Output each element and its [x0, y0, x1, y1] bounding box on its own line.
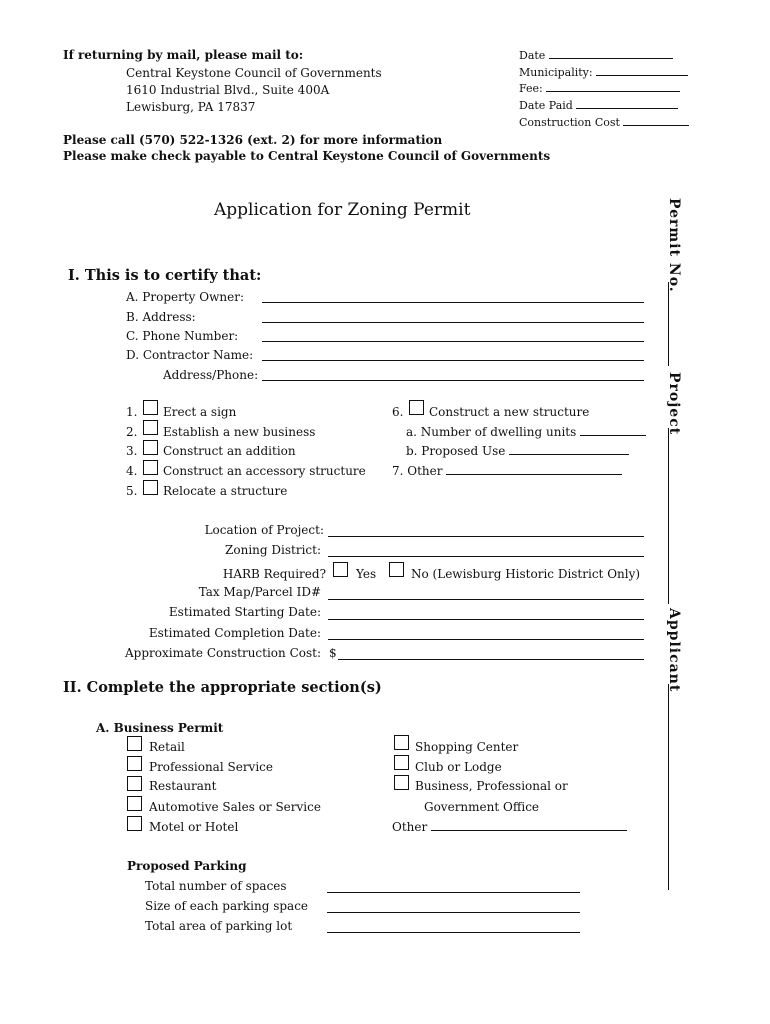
action-7-label: 7. Other	[392, 464, 443, 478]
action-7-row	[392, 464, 622, 478]
office-fee-label: Fee:	[519, 82, 543, 95]
harb-no-checkbox[interactable]	[389, 562, 404, 577]
sidebar-applicant-label: Applicant	[666, 608, 682, 693]
taxmap-field[interactable]	[328, 599, 644, 600]
action-5-checkbox[interactable]	[143, 480, 158, 495]
office-municipality-field[interactable]	[596, 65, 688, 76]
harb-yes-label: Yes	[356, 567, 377, 581]
taxmap-label: Tax Map/Parcel ID#	[198, 585, 321, 599]
action-5-label: Relocate a structure	[163, 484, 288, 498]
zoning-label: Zoning District:	[225, 543, 321, 557]
phone-field[interactable]	[262, 341, 644, 342]
action-2-label: Establish a new business	[163, 425, 316, 439]
parking-size-field[interactable]	[327, 912, 580, 913]
completion-date-label: Estimated Completion Date:	[148, 626, 321, 640]
mail-line-2: 1610 Industrial Blvd., Suite 400A	[126, 83, 330, 97]
automotive-checkbox[interactable]	[127, 796, 142, 811]
phone-label: C. Phone Number:	[126, 329, 239, 343]
club-label: Club or Lodge	[415, 760, 502, 774]
mail-line-3: Lewisburg, PA 17837	[126, 100, 256, 114]
sidebar-project-label: Project	[666, 372, 682, 436]
action-3-label: Construct an addition	[163, 444, 296, 458]
action-2-number: 2.	[126, 425, 138, 439]
dwelling-units-row	[406, 425, 646, 439]
location-label: Location of Project:	[204, 523, 324, 537]
action-7-field[interactable]	[446, 464, 622, 475]
business-office-label-2: Government Office	[424, 800, 540, 814]
club-checkbox[interactable]	[394, 755, 409, 770]
section-2-heading: II. Complete the appropriate section(s)	[63, 679, 382, 696]
harb-yes-checkbox[interactable]	[333, 562, 348, 577]
proposed-use-field[interactable]	[509, 444, 629, 455]
section-1-heading: I. This is to certify that:	[68, 267, 262, 284]
action-6-number: 6.	[392, 405, 404, 419]
sidebar-permit-no-line[interactable]	[668, 282, 669, 366]
parking-size-label: Size of each parking space	[145, 899, 309, 913]
location-field[interactable]	[328, 536, 644, 537]
mail-heading: If returning by mail, please mail to:	[63, 48, 304, 62]
contractor-label: D. Contractor Name:	[126, 348, 254, 362]
action-1-label: Erect a sign	[163, 405, 237, 419]
harb-no-label: No (Lewisburg Historic District Only)	[411, 567, 641, 581]
contractor-address-label: Address/Phone:	[163, 368, 259, 382]
office-municipality-label: Municipality:	[519, 66, 593, 79]
retail-label: Retail	[149, 740, 185, 754]
restaurant-checkbox[interactable]	[127, 776, 142, 791]
professional-checkbox[interactable]	[127, 756, 142, 771]
other-business-field[interactable]	[431, 820, 627, 831]
proposed-use-row	[406, 444, 629, 458]
page-title: Application for Zoning Permit	[214, 200, 471, 220]
business-office-checkbox[interactable]	[394, 775, 409, 790]
mail-line-1: Central Keystone Council of Governments	[126, 66, 382, 80]
office-date-paid-row	[519, 98, 678, 112]
office-construction-cost-field[interactable]	[623, 115, 689, 126]
dwelling-units-label: a. Number of dwelling units	[406, 425, 577, 439]
motel-label: Motel or Hotel	[149, 820, 239, 834]
office-date-paid-label: Date Paid	[519, 99, 573, 112]
address-label: B. Address:	[126, 310, 196, 324]
action-3-checkbox[interactable]	[143, 440, 158, 455]
sidebar-applicant-line[interactable]	[668, 684, 669, 890]
contractor-field[interactable]	[262, 360, 644, 361]
office-construction-cost-row	[519, 115, 689, 129]
business-office-label-1: Business, Professional or	[415, 779, 568, 793]
retail-checkbox[interactable]	[127, 736, 142, 751]
start-date-field[interactable]	[328, 619, 644, 620]
business-permit-heading: A. Business Permit	[96, 721, 224, 735]
harb-label: HARB Required?	[222, 567, 326, 581]
action-4-number: 4.	[126, 464, 138, 478]
sidebar-project-line[interactable]	[668, 428, 669, 604]
call-note: Please call (570) 522-1326 (ext. 2) for more information	[63, 133, 443, 147]
proposed-use-label: b. Proposed Use	[406, 444, 506, 458]
contractor-address-field[interactable]	[262, 380, 644, 381]
check-note: Please make check payable to Central Keystone Council of Governments	[63, 149, 551, 163]
office-sidebar	[668, 196, 688, 896]
address-field[interactable]	[262, 322, 644, 323]
office-fee-row	[519, 81, 680, 95]
motel-checkbox[interactable]	[127, 816, 142, 831]
start-date-label: Estimated Starting Date:	[168, 605, 321, 619]
office-municipality-row	[519, 65, 688, 79]
dwelling-units-field[interactable]	[580, 425, 646, 436]
action-2-checkbox[interactable]	[143, 420, 158, 435]
action-6-checkbox[interactable]	[409, 400, 424, 415]
action-1-number: 1.	[126, 405, 138, 419]
parking-spaces-field[interactable]	[327, 892, 580, 893]
professional-label: Professional Service	[149, 760, 273, 774]
zoning-field[interactable]	[328, 556, 644, 557]
other-business-label: Other	[392, 820, 428, 834]
other-business-row	[392, 820, 627, 834]
office-construction-cost-label: Construction Cost	[519, 116, 620, 129]
parking-area-field[interactable]	[327, 932, 580, 933]
shopping-checkbox[interactable]	[394, 735, 409, 750]
cost-field[interactable]	[338, 659, 644, 660]
office-date-paid-field[interactable]	[576, 98, 678, 109]
parking-heading: Proposed Parking	[127, 859, 247, 873]
action-4-label: Construct an accessory structure	[163, 464, 366, 478]
action-4-checkbox[interactable]	[143, 460, 158, 475]
action-1-checkbox[interactable]	[143, 400, 158, 415]
restaurant-label: Restaurant	[149, 779, 217, 793]
automotive-label: Automotive Sales or Service	[149, 800, 321, 814]
parking-area-label: Total area of parking lot	[145, 919, 293, 933]
action-5-number: 5.	[126, 484, 138, 498]
sidebar-permit-no-label: Permit No.	[666, 198, 682, 293]
office-fee-field[interactable]	[546, 81, 680, 92]
owner-field[interactable]	[262, 302, 644, 303]
parking-spaces-label: Total number of spaces	[145, 879, 287, 893]
office-date-field[interactable]	[549, 48, 673, 59]
owner-label: A. Property Owner:	[126, 290, 244, 304]
action-6-label: Construct a new structure	[429, 405, 590, 419]
office-date-label: Date	[519, 49, 546, 62]
cost-label: Approximate Construction Cost:	[124, 646, 321, 660]
action-3-number: 3.	[126, 444, 138, 458]
office-date-row	[519, 48, 673, 62]
shopping-label: Shopping Center	[415, 740, 519, 754]
cost-dollar-sign: $	[329, 646, 337, 660]
completion-date-field[interactable]	[328, 639, 644, 640]
